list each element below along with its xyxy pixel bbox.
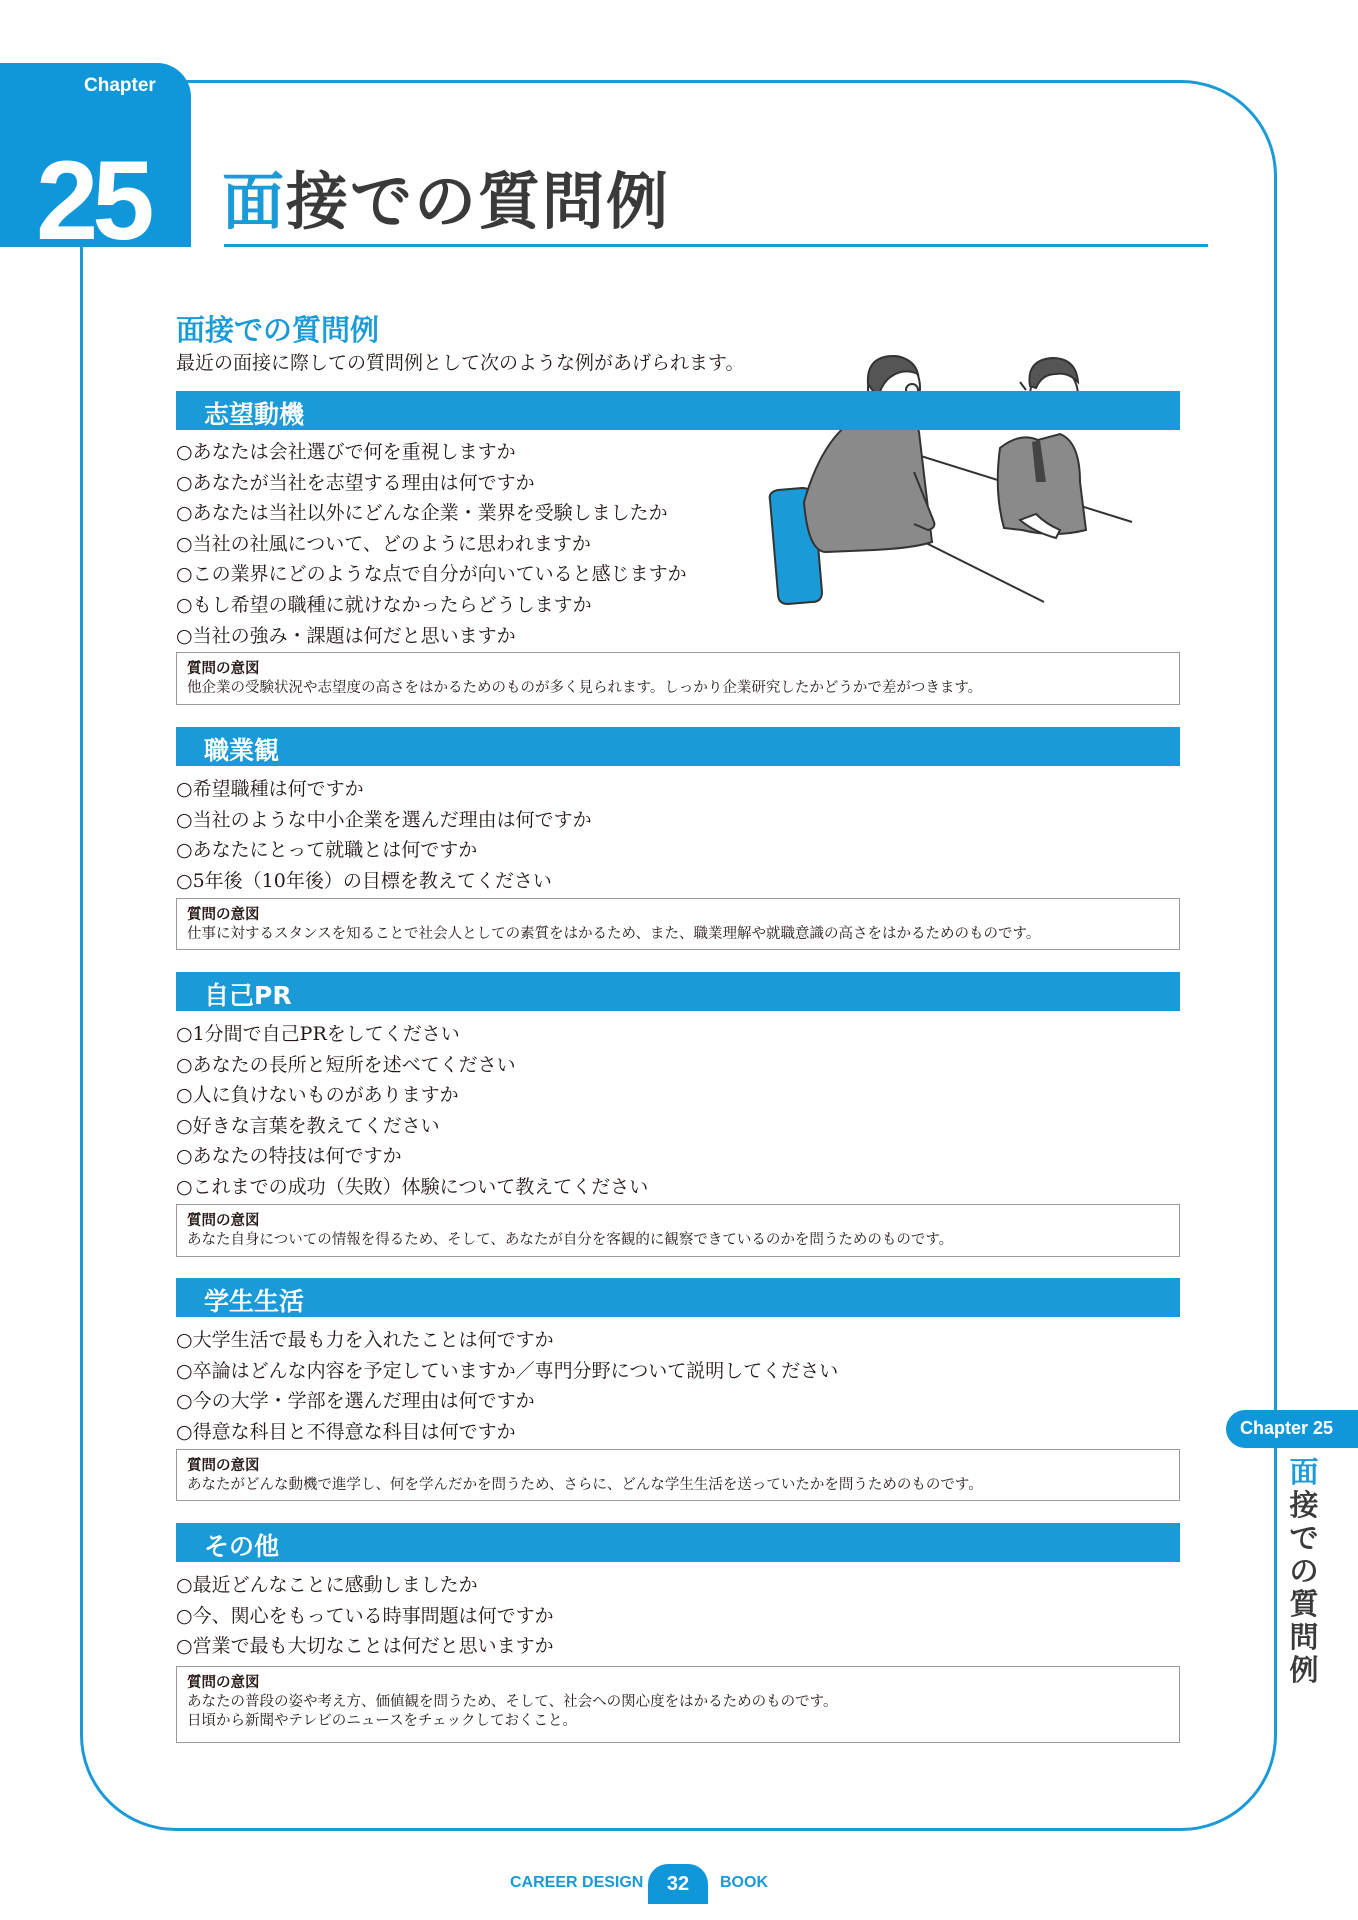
question-item: ○今、関心をもっている時事問題は何ですか <box>176 1604 554 1627</box>
footer-right-text: BOOK <box>720 1874 768 1891</box>
question-item: ○あなたの特技は何ですか <box>176 1145 402 1168</box>
footer-left-text: CAREER DESIGN <box>510 1874 644 1891</box>
side-chapter-tab <box>1226 1410 1358 1448</box>
side-title-char: 面 <box>1289 1455 1319 1489</box>
page-title <box>222 162 670 242</box>
question-item: ○あなたは当社以外にどんな企業・業界を受験しましたか <box>176 502 668 525</box>
question-item: ○あなたは会社選びで何を重視しますか <box>176 441 516 463</box>
side-title-char: 質 <box>1289 1587 1319 1621</box>
page-number: 32 <box>648 1864 708 1904</box>
side-title-char: 例 <box>1289 1653 1319 1687</box>
intent-text: 他企業の受験状況や志望度の高さをはかるためのものが多く見られます。しっかり企業研究したかどうかで差がつきます。 <box>187 680 983 696</box>
intent-label: 質問の意図 <box>187 661 260 677</box>
question-item: ○あなたの長所と短所を述べてください <box>176 1053 516 1076</box>
side-chapter-label: Chapter 25 <box>1240 1418 1334 1438</box>
question-item: ○当社の社風について、どのように思われますか <box>176 532 591 555</box>
section-heading: 面接での質問例 <box>176 313 380 347</box>
question-item: ○5年後（10年後）の目標を教えてください <box>176 869 552 892</box>
question-item: ○1分間で自己PRをしてください <box>176 1023 460 1045</box>
intent-label: 質問の意図 <box>187 1458 260 1474</box>
question-list-motivation <box>176 437 687 651</box>
question-item: ○営業で最も大切なことは何だと思いますか <box>176 1635 554 1658</box>
question-item: ○最近どんなことに感動しましたか <box>176 1574 478 1596</box>
question-item: ○当社のような中小企業を選んだ理由は何ですか <box>176 808 592 831</box>
side-vertical-title <box>1286 1456 1322 1687</box>
category-title: 学生生活 <box>204 1287 305 1316</box>
chapter-label: Chapter <box>84 75 156 96</box>
page-title-rest: 接での質問例 <box>286 165 671 238</box>
side-title-char: 接 <box>1289 1488 1319 1522</box>
question-list-career-view <box>176 774 592 896</box>
intent-box-other <box>176 1666 1180 1743</box>
question-item: ○あなたにとって就職とは何ですか <box>176 839 478 862</box>
side-title-char: の <box>1289 1554 1319 1588</box>
intent-text: あなたの普段の姿や考え方、価値観を問うため、そして、社会への関心度をはかるためのものです。 <box>187 1694 838 1710</box>
question-item: ○好きな言葉を教えてください <box>176 1114 440 1137</box>
question-item: ○大学生活で最も力を入れたことは何ですか <box>176 1329 554 1351</box>
intent-box-motivation <box>176 652 1180 705</box>
question-item: ○得意な科目と不得意な科目は何ですか <box>176 1420 516 1443</box>
category-bar-career-view <box>176 727 1180 766</box>
question-item: ○もし希望の職種に就けなかったらどうしますか <box>176 593 592 616</box>
category-bar-student-life <box>176 1278 1180 1317</box>
category-bar-other <box>176 1523 1180 1562</box>
side-title-char: で <box>1289 1521 1319 1555</box>
question-item: ○これまでの成功（失敗）体験について教えてください <box>176 1175 649 1198</box>
chapter-tab <box>0 63 191 263</box>
intent-text: あなたがどんな動機で進学し、何を学んだかを問うため、さらに、どんな学生生活を送っていたかを問うためのものです。 <box>187 1477 983 1493</box>
intent-box-career-view <box>176 898 1180 950</box>
side-title-char: 問 <box>1289 1620 1319 1654</box>
intent-text: あなた自身についての情報を得るため、そして、あなたが自分を客観的に観察できているのかを問うためのものです。 <box>187 1232 954 1248</box>
question-item: ○当社の強み・課題は何だと思いますか <box>176 624 516 647</box>
question-list-self-pr <box>176 1019 648 1203</box>
chapter-number: 25 <box>36 138 149 263</box>
category-bar-self-pr <box>176 972 1180 1011</box>
page-footer <box>0 1864 1358 1904</box>
intent-box-self-pr <box>176 1204 1180 1257</box>
category-title: 職業観 <box>204 736 280 765</box>
question-list-student-life <box>176 1325 838 1447</box>
intent-label: 質問の意図 <box>187 1213 260 1229</box>
question-item: ○人に負けないものがありますか <box>176 1084 459 1107</box>
category-title: 自己PR <box>204 981 292 1010</box>
intro-text: 最近の面接に際しての質問例として次のような例があげられます。 <box>176 352 745 374</box>
category-title: 志望動機 <box>204 400 305 429</box>
question-item: ○卒論はどんな内容を予定していますか／専門分野について説明してください <box>176 1359 839 1382</box>
page-title-first-char: 面 <box>222 165 287 238</box>
intent-text: 日頃から新聞やテレビのニュースをチェックしておくこと。 <box>187 1713 578 1729</box>
question-list-other <box>176 1570 554 1662</box>
question-item: ○この業界にどのような点で自分が向いていると感じますか <box>176 563 687 586</box>
title-rule <box>224 244 1208 247</box>
question-item: ○あなたが当社を志望する理由は何ですか <box>176 471 535 494</box>
question-item: ○今の大学・学部を選んだ理由は何ですか <box>176 1390 535 1413</box>
intent-label: 質問の意図 <box>187 1675 260 1691</box>
intent-box-student-life <box>176 1449 1180 1501</box>
intent-label: 質問の意図 <box>187 907 260 923</box>
category-title: その他 <box>204 1532 280 1561</box>
category-bar-motivation <box>176 391 1180 430</box>
question-item: ○希望職種は何ですか <box>176 778 364 800</box>
intent-text: 仕事に対するスタンスを知ることで社会人としての素質をはかるため、また、職業理解や就職意識の高さをはかるためのものです。 <box>187 926 1041 942</box>
